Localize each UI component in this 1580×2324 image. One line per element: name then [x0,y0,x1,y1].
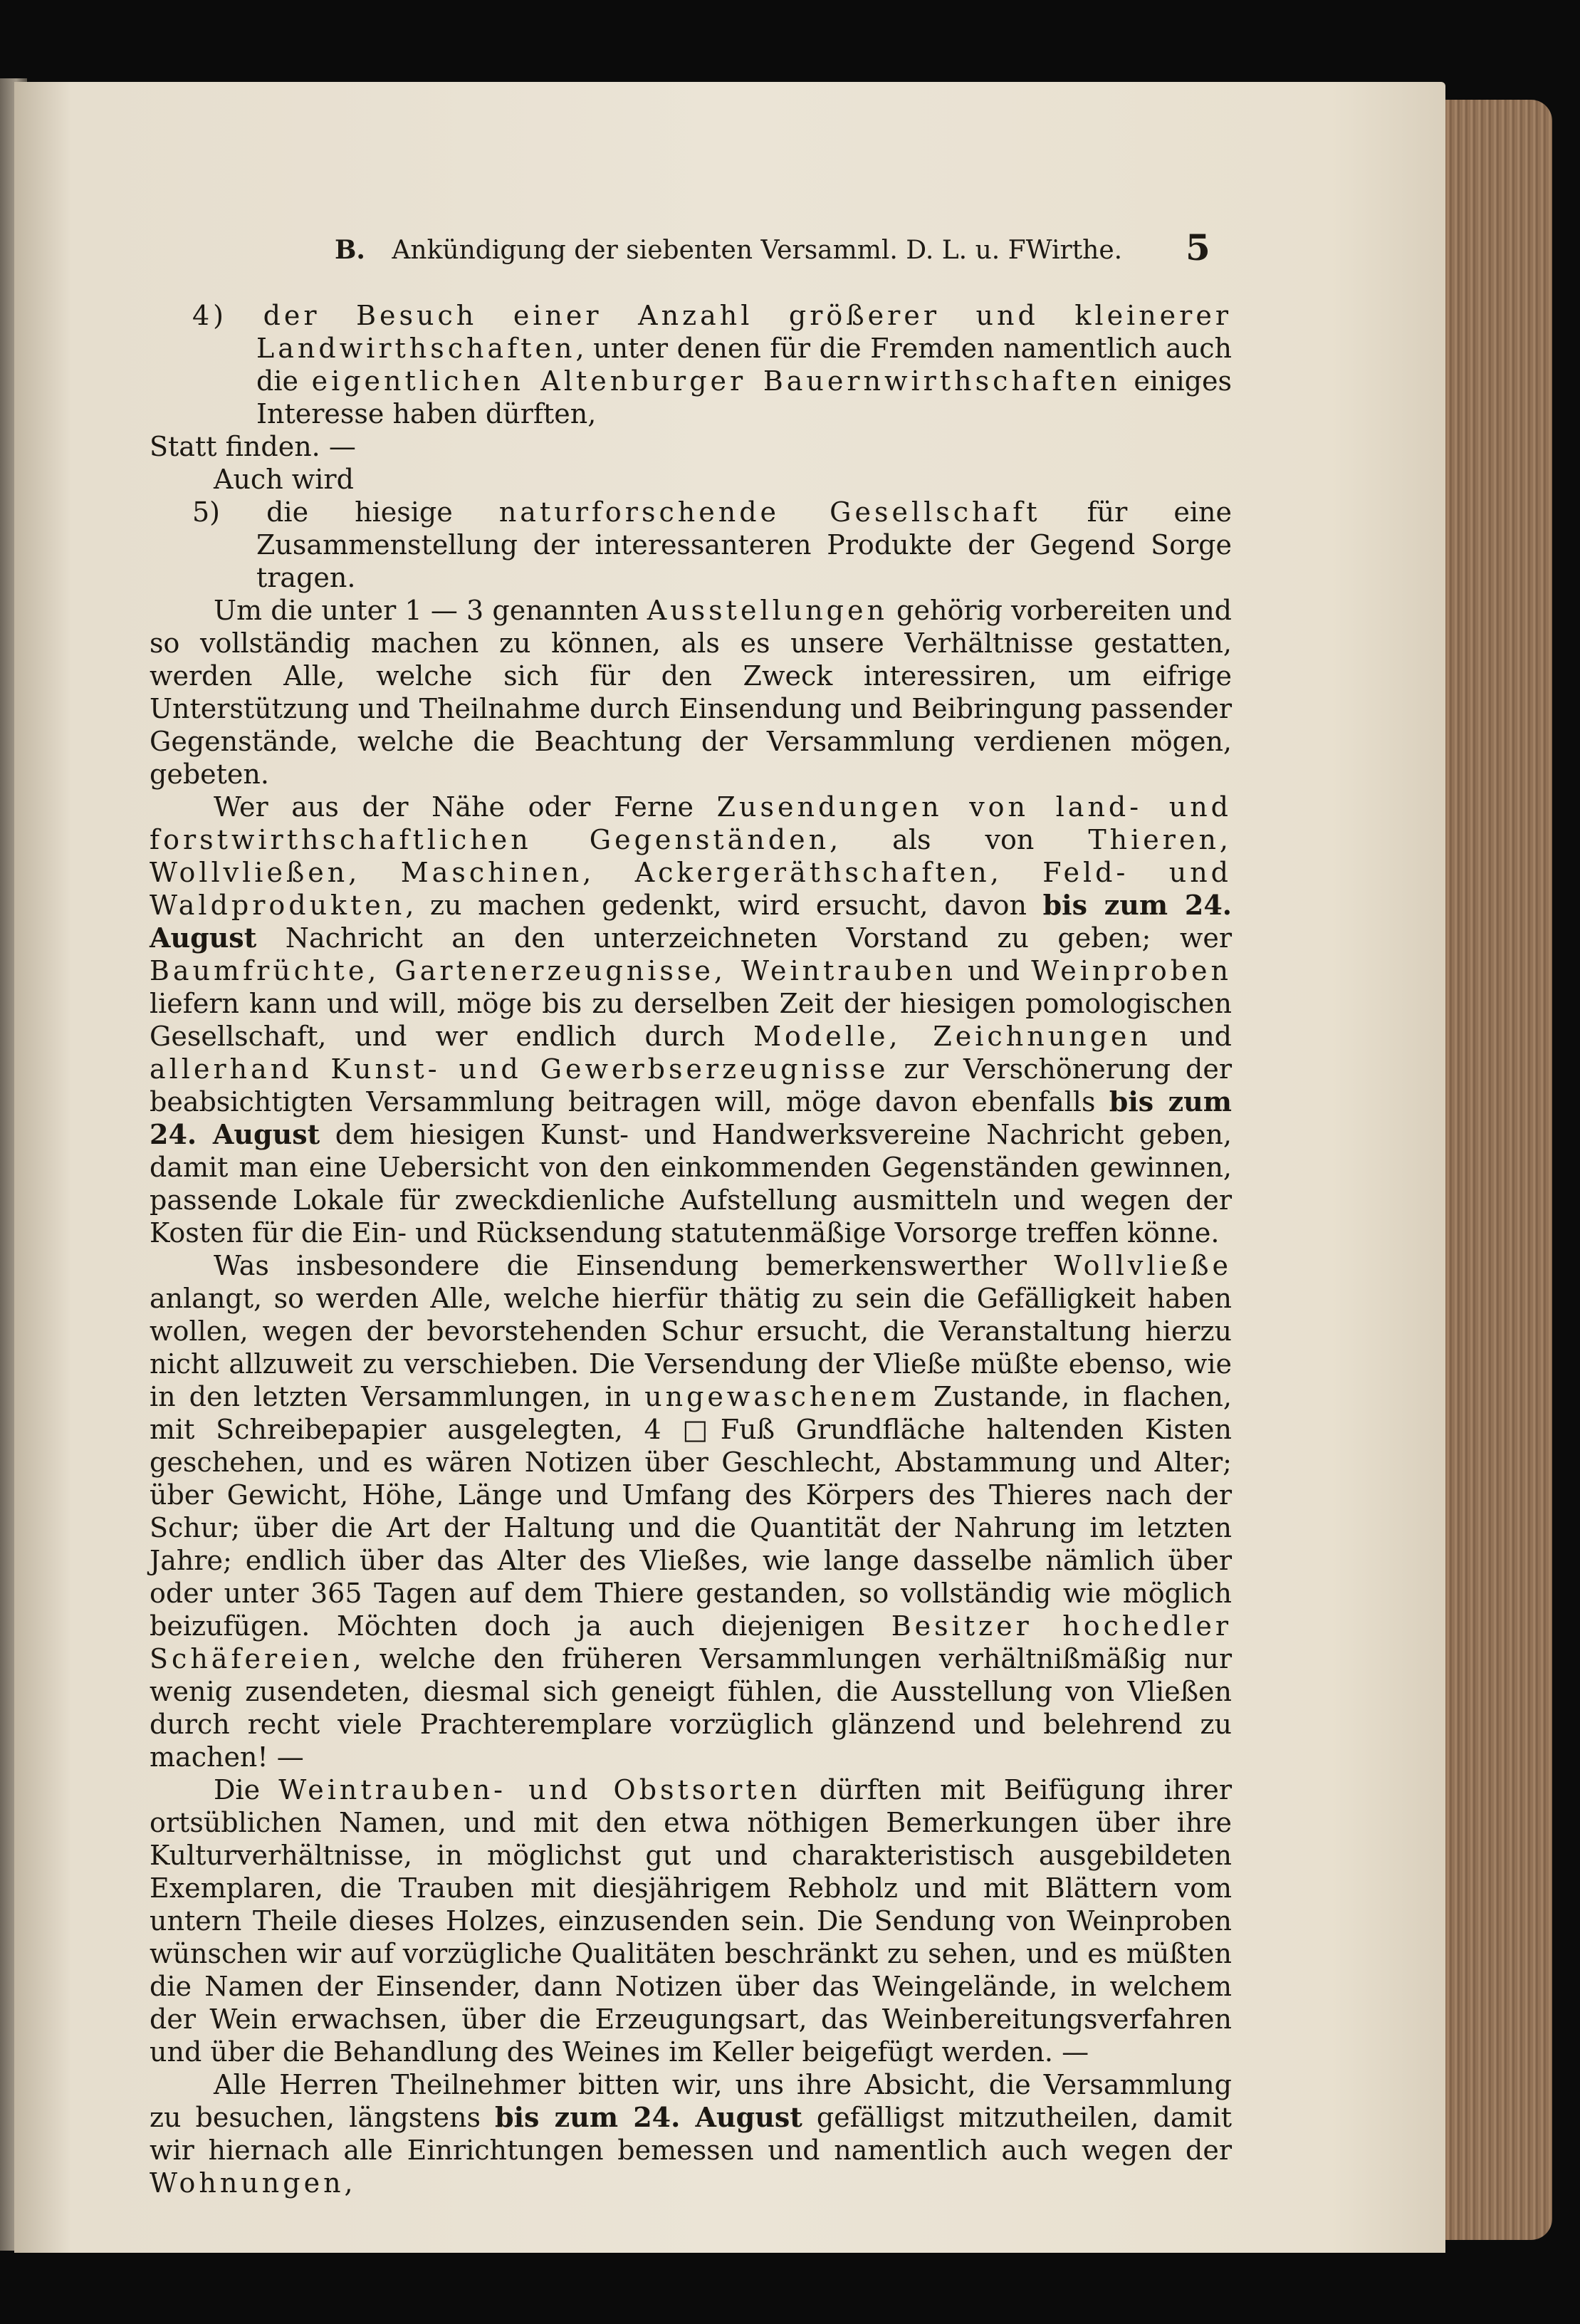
text-segment: einiges Interesse haben dürften, [256,365,1232,429]
text-segment: 4) der Besuch einer Anzahl größerer und kleinerer Landwirthschaften [192,300,1232,364]
text-segment: Auch wird [214,464,354,495]
text-segment: zur Verschönerung der beabsichtigten Versammlung beitragen will, möge davon ebenfalls [150,1053,1232,1117]
text-segment: Ausstellungen [647,595,888,626]
paragraph-statt-finden [150,430,1232,463]
text-segment: Um die unter 1 — 3 genannten [214,595,647,626]
text-segment: Modelle, Zeichnungen [753,1021,1151,1052]
text-segment: Alle Herren Theilnehmer bitten wir, uns ihre Absicht, die Versammlung zu besuchen, längstens [150,2069,1232,2133]
text-segment: eigentlichen Altenburger Bauernwirthschaften [311,365,1121,397]
text-segment: bis zum 24. August [495,2101,802,2133]
text-segment: Wollvließe [1054,1250,1232,1281]
text-segment: Zustande, in flachen, mit Schreibepapier ausgelegten, 4 □Fuß Grundfläche haltenden Kisten geschehen, und es wären Notizen über Geschlecht, Abstammung und Alter; über Gewicht, Höhe, Länge und Umfang des Körpers des Thieres nach der Schur; über die Art der Haltung und die Quantität der Nahrung im letzten Jahre; endlich über das Alter des Vließes, wie lange dasselbe nämlich über oder unter 365 Tagen auf dem Thiere gestanden, so vollständig wie möglich beizufügen. Möchten doch ja auch diejenigen [150,1381,1232,1642]
text-segment: , welche den früheren Versammlungen verhältnißmäßig nur wenig zusendeten, diesmal sich geneigt fühlen, die Ausstellung von Vließen durch recht viele Prachteremplare vorzüglich glänzend und belehrend zu machen! — [150,1643,1232,1773]
page-edges-stack [1445,100,1552,2240]
text-segment: Die [214,1774,279,1805]
text-segment: ungewaschenem [644,1381,920,1412]
text-segment: allerhand Kunst- und Gewerbserzeugnisse [150,1053,889,1085]
paragraph-auch-wird [150,463,1232,496]
text-segment: für eine Zusammenstellung der interessanteren Produkte der Gegend Sorge tragen. [256,496,1232,593]
text-segment: Was insbesondere die Einsendung bemerkenswerther [214,1250,1055,1281]
header-title: Ankündigung der siebenten Versamml. D. L. u. FWirthe. [392,236,1123,265]
text-segment: Thieren, Wollvließen, Maschinen, Ackergeräthschaften, Feld- und Waldprodukten [150,824,1232,921]
text-segment: anlangt, so werden Alle, welche hierfür thätig zu sein die Gefälligkeit haben wollen, wegen der bevorstehenden Schur ersucht, die Veranstaltung hierzu nicht allzuweit zu verschieben. Die Versendung der Vließe müßte ebenso, wie in den letzten Versammlungen, in [150,1283,1232,1412]
text-segment: und [956,955,1032,986]
text-segment: , [344,2167,353,2199]
paragraph-wollvliesse [150,1249,1232,1773]
body-text [150,299,1232,2199]
text-segment: dem hiesigen Kunst- und Handwerksvereine Nachricht geben, damit man eine Uebersicht von den einkommenden Gegenständen gewinnen, passende Lokale für zweckdienliche Aufstellung ausmitteln und wegen der Kosten für die Ein- und Rücksendung statutenmäßige Vorsorge treffen könne. [150,1119,1232,1249]
text-segment: Besitzer hochedler Schäfereien [150,1610,1232,1674]
text-segment: gehörig vorbereiten und so vollständig machen zu können, als es unsere Verhältnisse gestatten, werden Alle, welche sich für den Zweck interessiren, um eifrige Unterstützung und Theilnahme durch Einsendung und Beibringung passender Gegenstände, welche die Beachtung der Versammlung verdienen mögen, gebeten. [150,595,1232,790]
paragraph-ausstellungen [150,594,1232,791]
text-segment: , unter denen für die Fremden namentlich auch die [256,333,1232,397]
text-segment: , als von [830,824,1089,855]
text-segment: 5) die hiesige [192,496,499,528]
text-segment: Zusendungen von land- und forstwirthschaftlichen Gegenständen [150,791,1232,855]
text-segment: Nachricht an den unterzeichneten Vorstand zu geben; wer [256,922,1232,954]
text-segment: bis zum 24. August [150,889,1232,954]
text-segment: liefern kann und will, möge bis zu derselben Zeit der hiesigen pomologischen Gesellschaft, und wer endlich durch [150,988,1232,1052]
text-segment: naturforschende Gesellschaft [498,496,1041,528]
text-segment: Weinproben [1031,955,1232,986]
list-item-4 [150,299,1232,430]
text-segment: , zu machen gedenkt, wird ersucht, davon [405,890,1043,921]
paragraph-zusendungen [150,791,1232,1249]
running-header [335,235,1232,265]
text-segment: und [1151,1021,1232,1052]
text-segment: Wohnungen [150,2167,345,2199]
paragraph-theilnehmer [150,2068,1232,2199]
text-segment: Weintrauben- und Obstsorten [278,1774,801,1805]
page-number: 5 [1186,226,1210,269]
text-segment: Statt finden. — [150,431,356,462]
text-segment: dürften mit Beifügung ihrer ortsüblichen Namen, und mit den etwa nöthigen Bemerkungen über ihre Kulturverhältnisse, in möglichst gut und charakteristisch ausgebildeten Exemplaren, die Trauben mit diesjährigem Rebholz und mit Blättern vom untern Theile dieses Holzes, einzusenden sein. Die Sendung von Weinproben wünschen wir auf vorzügliche Qualitäten beschränkt zu sehen, und es müßten die Namen der Einsender, dann Notizen über das Weingelände, in welchem der Wein erwachsen, über die Erzeugungsart, das Weinbereitungsverfahren und über die Behandlung des Weines im Keller beigefügt werden. — [150,1774,1232,2068]
text-segment: gefälligst mitzutheilen, damit wir hiernach alle Einrichtungen bemessen und namentlich auch wegen der [150,2102,1232,2166]
text-segment: Baumfrüchte, Gartenerzeugnisse, Weintrauben [150,955,956,986]
text-segment: Wer aus der Nähe oder Ferne [214,791,717,823]
section-letter: B. [335,235,365,265]
text-segment: bis zum 24. August [150,1085,1233,1150]
paragraph-weintrauben [150,1773,1232,2068]
list-item-5 [150,496,1232,594]
